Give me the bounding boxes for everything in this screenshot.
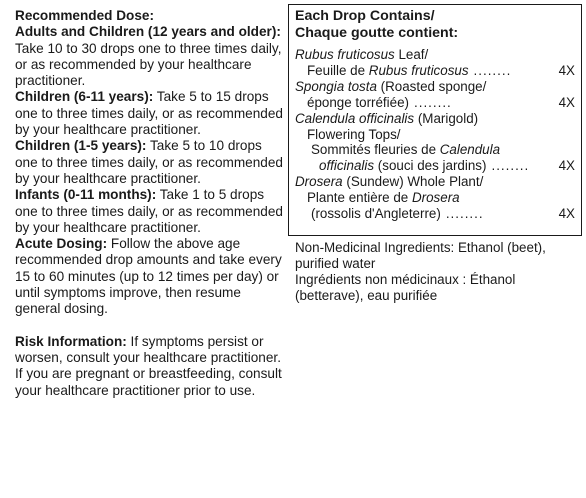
potency: 4X — [558, 94, 575, 110]
young-text: Take 5 to 10 drops one to three times daily, or as recommended by your healthcare practitioner. — [15, 138, 283, 186]
ingredient-calendula: Calendula officinalis (Marigold) Flowering Tops/ Sommités fleuries de Calendula officinalis (souci des jardins) ........ 4X — [295, 110, 575, 174]
leader-dots: ........ — [491, 158, 530, 174]
dose-heading: Recommended Dose: — [15, 8, 154, 23]
adults-dose — [15, 24, 287, 89]
non-medicinal-en: Non-Medicinal Ingredients: Ethanol (beet), purified water — [295, 240, 546, 271]
ingredient-drosera: Drosera (Sundew) Whole Plant/ Plante entière de Drosera (rossolis d'Angleterre) ........ 4X — [295, 174, 575, 222]
potency: 4X — [558, 158, 575, 174]
spacer — [15, 318, 287, 334]
ingredients-heading: Each Drop Contains/ Chaque goutte contient: — [295, 8, 459, 41]
leader-dots: ........ — [473, 62, 512, 78]
adults-text: Take 10 to 30 drops one to three times daily, or as recommended by your healthcare practitioner. — [15, 40, 282, 89]
infants-text: Take 1 to 5 drops one to three times daily, or as recommended by your healthcare practitioner. — [15, 187, 283, 235]
risk-information — [15, 334, 287, 399]
adults-label: Adults and Children (12 years and older): — [15, 24, 281, 40]
leader-dots: ........ — [414, 94, 452, 110]
infants-dose — [15, 187, 287, 236]
risk-label: Risk Information: — [15, 333, 127, 349]
ingredients-box — [288, 4, 582, 236]
potency: 4X — [558, 206, 575, 222]
leader-dots: ........ — [445, 206, 484, 222]
dosage-section — [15, 8, 287, 399]
non-medicinal-section — [295, 240, 579, 304]
acute-dosing — [15, 236, 287, 317]
young-children-dose — [15, 138, 287, 187]
young-label: Children (1-5 years): — [15, 138, 147, 154]
children-dose — [15, 89, 287, 138]
children-text: Take 5 to 15 drops one to three times daily, or as recommended by your healthcare practitioner. — [15, 89, 283, 138]
risk-text: If symptoms persist or worsen, consult your healthcare practitioner. If you are pregnant or breastfeeding, consult your healthcare practitioner prior to use. — [15, 333, 282, 398]
acute-text: Follow the above age recommended drop amounts and take every 15 to 60 minutes (up to 12 times per day) or until symptoms improve, then resume general dosing. — [15, 236, 282, 317]
non-medicinal-fr: Ingrédients non médicinaux : Éthanol (betterave), eau purifiée — [295, 272, 516, 303]
acute-label: Acute Dosing: — [15, 236, 108, 252]
potency: 4X — [558, 62, 575, 78]
infants-label: Infants (0-11 months): — [15, 187, 157, 203]
ingredient-spongia: Spongia tosta (Roasted sponge/ éponge torréfiée) ........ 4X — [295, 78, 575, 110]
ingredient-rubus: Rubus fruticosus Leaf/ Feuille de Rubus fruticosus ........ 4X — [295, 47, 575, 78]
children-label: Children (6-11 years): — [15, 89, 154, 105]
